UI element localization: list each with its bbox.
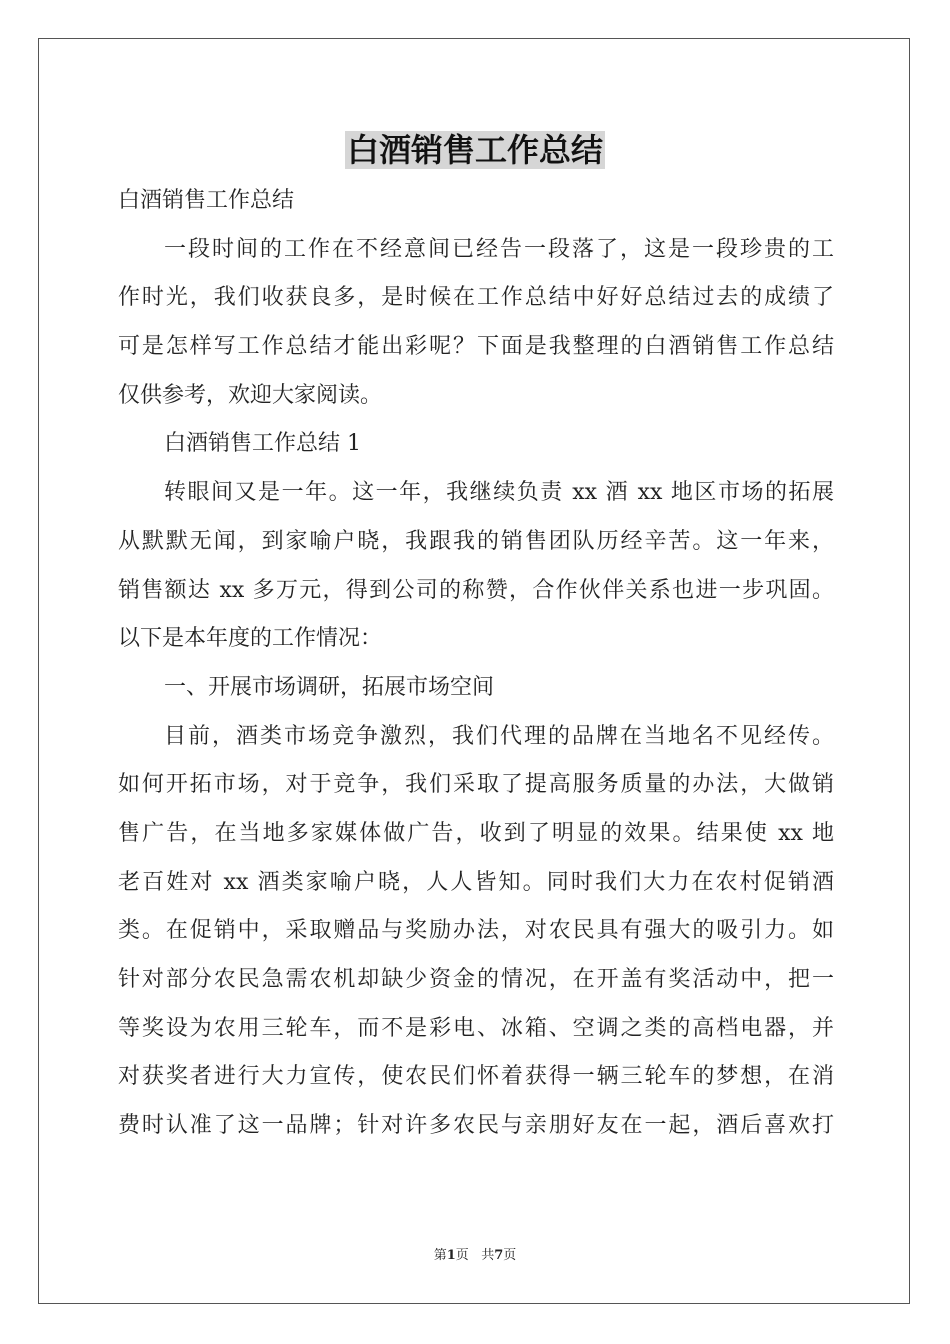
text-line: 老百姓对 xx 酒类家喻户晓，人人皆知。同时我们大力在农村促销酒 [118, 869, 834, 895]
text-line: 可是怎样写工作总结才能出彩呢？下面是我整理的白酒销售工作总结 [118, 334, 834, 360]
total-prefix: 共 [481, 1248, 495, 1263]
text-line: 白酒销售工作总结 1 [164, 431, 361, 457]
page-suffix: 页 [455, 1248, 469, 1263]
document-body [118, 177, 834, 1151]
text-line: 仅供参考，欢迎大家阅读。 [118, 382, 383, 408]
page-number: 1 [446, 1248, 456, 1263]
page-footer [0, 1244, 950, 1263]
text-line: 针对部分农民急需农机却缺少资金的情况，在开盖有奖活动中，把一 [118, 967, 834, 992]
text-line: 如何开拓市场，对于竞争，我们采取了提高服务质量的办法，大做销 [118, 772, 834, 798]
text-line: 以下是本年度的工作情况： [118, 626, 383, 652]
text-line: 白酒销售工作总结 [118, 188, 295, 213]
text-line: 目前，酒类市场竞争激烈，我们代理的品牌在当地名不见经传。 [164, 723, 834, 749]
total-suffix: 页 [503, 1248, 517, 1263]
title-text: 白酒销售工作总结 [346, 131, 603, 169]
text-line: 转眼间又是一年。这一年，我继续负责 xx 酒 xx 地区市场的拓展 [164, 480, 834, 506]
text-line: 费时认准了这一品牌；针对许多农民与亲朋好友在一起，酒后喜欢打 [118, 1113, 834, 1139]
total-pages: 7 [494, 1248, 504, 1263]
text-line: 销售额达 xx 多万元，得到公司的称赞，合作伙伴关系也进一步巩固。 [118, 577, 834, 603]
page-prefix: 第 [433, 1248, 447, 1263]
text-line: 等奖设为农用三轮车，而不是彩电、冰箱、空调之类的高档电器，并 [118, 1015, 834, 1041]
text-line: 对获奖者进行大力宣传，使农民们怀着获得一辆三轮车的梦想，在消 [118, 1064, 834, 1090]
text-line: 售广告，在当地多家媒体做广告，收到了明显的效果。结果使 xx 地 [118, 820, 834, 846]
document-title [0, 128, 950, 172]
text-line: 一段时间的工作在不经意间已经告一段落了，这是一段珍贵的工 [164, 236, 834, 262]
text-line: 从默默无闻，到家喻户晓，我跟我的销售团队历经辛苦。这一年来， [118, 528, 834, 554]
text-line: 一、开展市场调研，拓展市场空间 [164, 674, 495, 700]
text-line: 类。在促销中，采取赠品与奖励办法，对农民具有强大的吸引力。如 [118, 918, 834, 944]
text-line: 作时光，我们收获良多，是时候在工作总结中好好总结过去的成绩了 [118, 285, 834, 311]
